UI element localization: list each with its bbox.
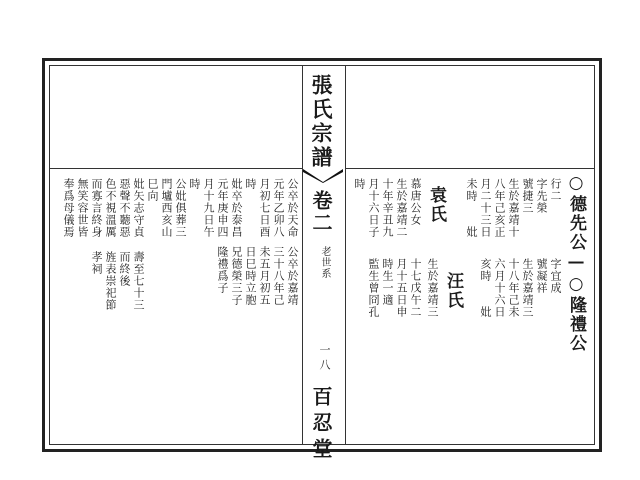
text-column: 公卒於天命: [286, 178, 299, 238]
text-column: 慕唐公女: [409, 178, 422, 226]
hall-name: 百忍堂: [309, 386, 333, 464]
text-column: 惡聲不聽惡: [118, 178, 131, 238]
text-column: 八年己亥正: [493, 178, 506, 238]
text-column: 生於嘉靖二: [395, 178, 408, 238]
text-column: 妣矢志守貞: [132, 178, 145, 238]
text-column: 而寡言終身: [90, 178, 103, 238]
text-column: 壽至七十三: [132, 251, 145, 311]
text-column: 巳向: [146, 178, 159, 202]
center-spine: [302, 66, 346, 464]
text-column: 生於嘉靖三: [521, 258, 534, 318]
text-column: 號捷三: [521, 178, 534, 214]
text-column: 門壚西亥山: [160, 178, 173, 238]
text-column: 未時 妣: [465, 178, 478, 238]
section-label: 老世系: [319, 246, 330, 279]
text-column: 十七戊午二: [409, 258, 422, 318]
text-column: 亥時 妣: [479, 258, 492, 318]
volume-label: 卷二: [309, 190, 333, 234]
text-column: 時: [244, 178, 257, 190]
wife-name: 汪氏: [443, 272, 463, 310]
text-column: 元年庚申四: [216, 178, 229, 238]
text-column: 無笑容世皆: [76, 178, 89, 238]
text-column: 未五月初五: [258, 246, 271, 306]
text-column: 旌表崇祀節: [104, 251, 117, 311]
text-column: 月初七日酉: [258, 178, 271, 238]
page-number: 一八: [318, 344, 331, 374]
book-title: 張氏宗譜: [309, 74, 334, 170]
text-column: 六月十六日: [493, 258, 506, 318]
text-column: 日巳時立胞: [244, 246, 257, 306]
text-column: 而終後: [118, 251, 131, 287]
text-column: 月十五日申: [395, 258, 408, 318]
text-column: 十八年己未: [507, 258, 520, 318]
page-inner-border: [49, 65, 595, 464]
text-column: 字宜成: [549, 258, 562, 294]
text-column: 生於嘉靖十: [507, 178, 520, 238]
text-column: 兄德榮三子: [230, 246, 243, 306]
text-column: 時: [188, 178, 201, 190]
text-column: 公卒於嘉靖: [286, 246, 299, 306]
text-column: 妣卒於泰昌: [230, 178, 243, 238]
generation-header: ○德先公—○隆禮公: [566, 173, 586, 353]
text-column: 公妣俱葬三: [174, 178, 187, 238]
text-column: 生於嘉靖三: [426, 258, 439, 318]
text-column: 色不視溫厲: [104, 178, 117, 238]
text-column: 月十六日子: [367, 178, 380, 238]
text-column: 號凝祥: [535, 258, 548, 294]
text-column: 月十九日午: [202, 178, 215, 238]
text-column: 三十八年己: [272, 246, 285, 306]
text-column: 十年辛丑九: [381, 178, 394, 238]
genealogy-page: [42, 58, 602, 464]
text-column: 奉爲母儀焉: [62, 178, 75, 238]
text-column: 監生曾冏孔: [367, 258, 380, 318]
wife-name: 袁氏: [426, 186, 446, 224]
text-column: 時: [353, 178, 366, 190]
fish-tail-mark-icon: [303, 169, 343, 183]
text-column: 字先榮: [535, 178, 548, 214]
text-column: 行二: [549, 178, 562, 202]
text-column: 隆禮爲子: [216, 246, 229, 294]
text-column: 時生一適: [381, 258, 394, 306]
text-column: 孝祠: [90, 251, 103, 275]
text-column: 月二十三日: [479, 178, 492, 238]
text-column: 元年乙卯八: [272, 178, 285, 238]
